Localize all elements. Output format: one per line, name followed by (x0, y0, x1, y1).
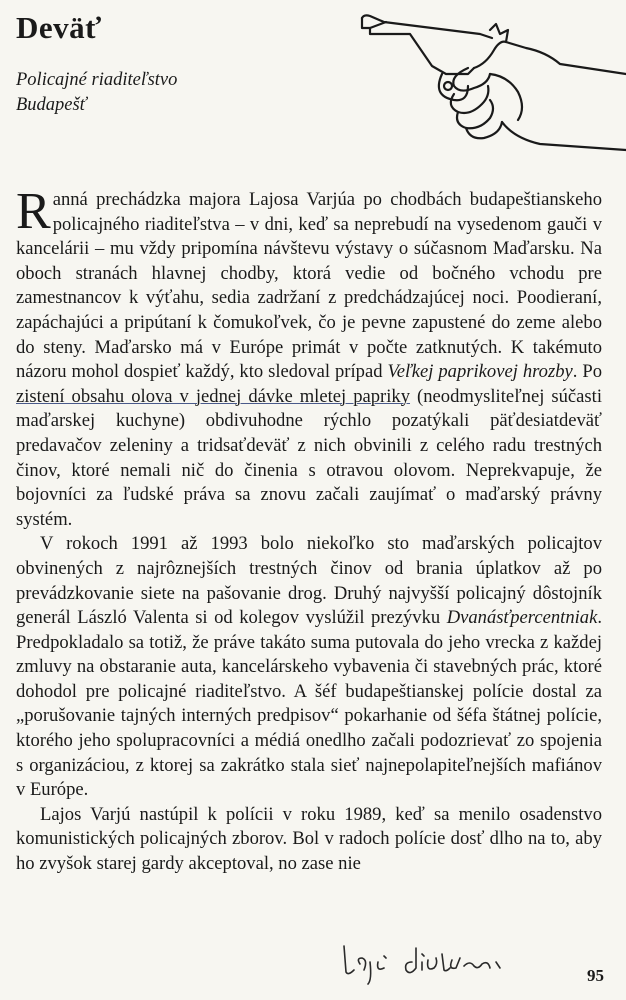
paragraph-3-text: Lajos Varjú nastúpil k polícii v roku 1989, keď sa menilo osadenstvo komunistických policajných zborov. Bol v radoch polície dosť dlho na to, aby ho zvyšok starej gardy akceptoval, no zase nie (16, 803, 602, 875)
paragraph-1-text-b: . Po (572, 361, 602, 383)
page-number: 95 (587, 966, 604, 985)
emphasis-case-name: Veľkej paprikovej hrozby (387, 361, 573, 383)
handwritten-signature (340, 940, 520, 990)
underlined-passage: zistení obsahu olova v jednej dávke mletej papriky (16, 385, 411, 407)
paragraph-3 (16, 803, 602, 877)
paragraph-2 (16, 532, 602, 803)
paragraph-1-text-c: (neodmysliteľnej súčasti maďarskej kuchyne) obdivuhodne rýchlo pozatýkali päťdesiatdeväť predavačov zeleniny a tridsaťdeväť z nich obvinili z celého radu trestných činov, ktoré nemali nič do činenia s otravou olovom. Neprekvapuje, že bojovníci za ľudské práva sa znovu začali zaujímať o maďarský právny systém. (16, 385, 602, 530)
paragraph-2-text-b: . Predpokladalo sa totiž, že práve takáto suma putovala do jeho vrecka z každej zmluvy na obstaranie auta, kancelárskeho vybavenia či stavebných prác, ktoré dohodol pre policajné riaditeľstvo. A šéf budapeštianskej polície dostal za „porušovanie tajných interných predpisov“ pokarhanie od šéfa štátnej polície, ktorého jeho spolupracovníci a médiá onedlho začali podozrievať zo spojenia s organizáciou, z ktorej sa zakrátko stala sieť najnepolapiteľnejších mafiánov v Európe. (16, 607, 602, 801)
chapter-body (16, 183, 602, 877)
chapter-subtitle (16, 68, 177, 118)
subtitle-line-1: Policajné riaditeľstvo (16, 70, 178, 90)
subtitle-line-2: Budapešť (16, 95, 87, 115)
hand-holding-pistol-icon (350, 4, 626, 156)
drop-cap: R (16, 183, 51, 240)
emphasis-nickname: Dvanásťpercentniak (446, 607, 598, 629)
paragraph-2-text-a: V rokoch 1991 až 1993 bolo niekoľko sto maďarských policajtov obvinených z najrôznejších trestných činov od brania úplatkov až po prevádzkovanie siete na pašovanie drog. Druhý najvyšší policajný dôstojník generál László Valenta si od kolegov vyslúžil prezývku (16, 533, 602, 629)
paragraph-1-text-a: anná prechádzka majora Lajosa Varjúa po chodbách budapeštianskeho policajného riaditeľstva – v dni, keď sa neprebudí na vysedenom gauči v kancelárii – mu vždy pripomína návštevu výstavy o súčasnom Maďarsku. Na oboch stranách hlavnej chodby, ktorá vedie od bočného vchodu pre zamestnancov k výťahu, sedia zadržaní z predchádzajúcej noci. Poodieraní, zapáchajúci a pripútaní k čomukoľvek, čo je pevne zapustené do zeme alebo do steny. Maďarsko má v Európe primát v počte zatknutých. K takémuto názoru mohol dospieť každý, kto sledoval prípad (16, 189, 602, 383)
chapter-title: Deväť (16, 10, 102, 45)
paragraph-1 (16, 183, 602, 532)
